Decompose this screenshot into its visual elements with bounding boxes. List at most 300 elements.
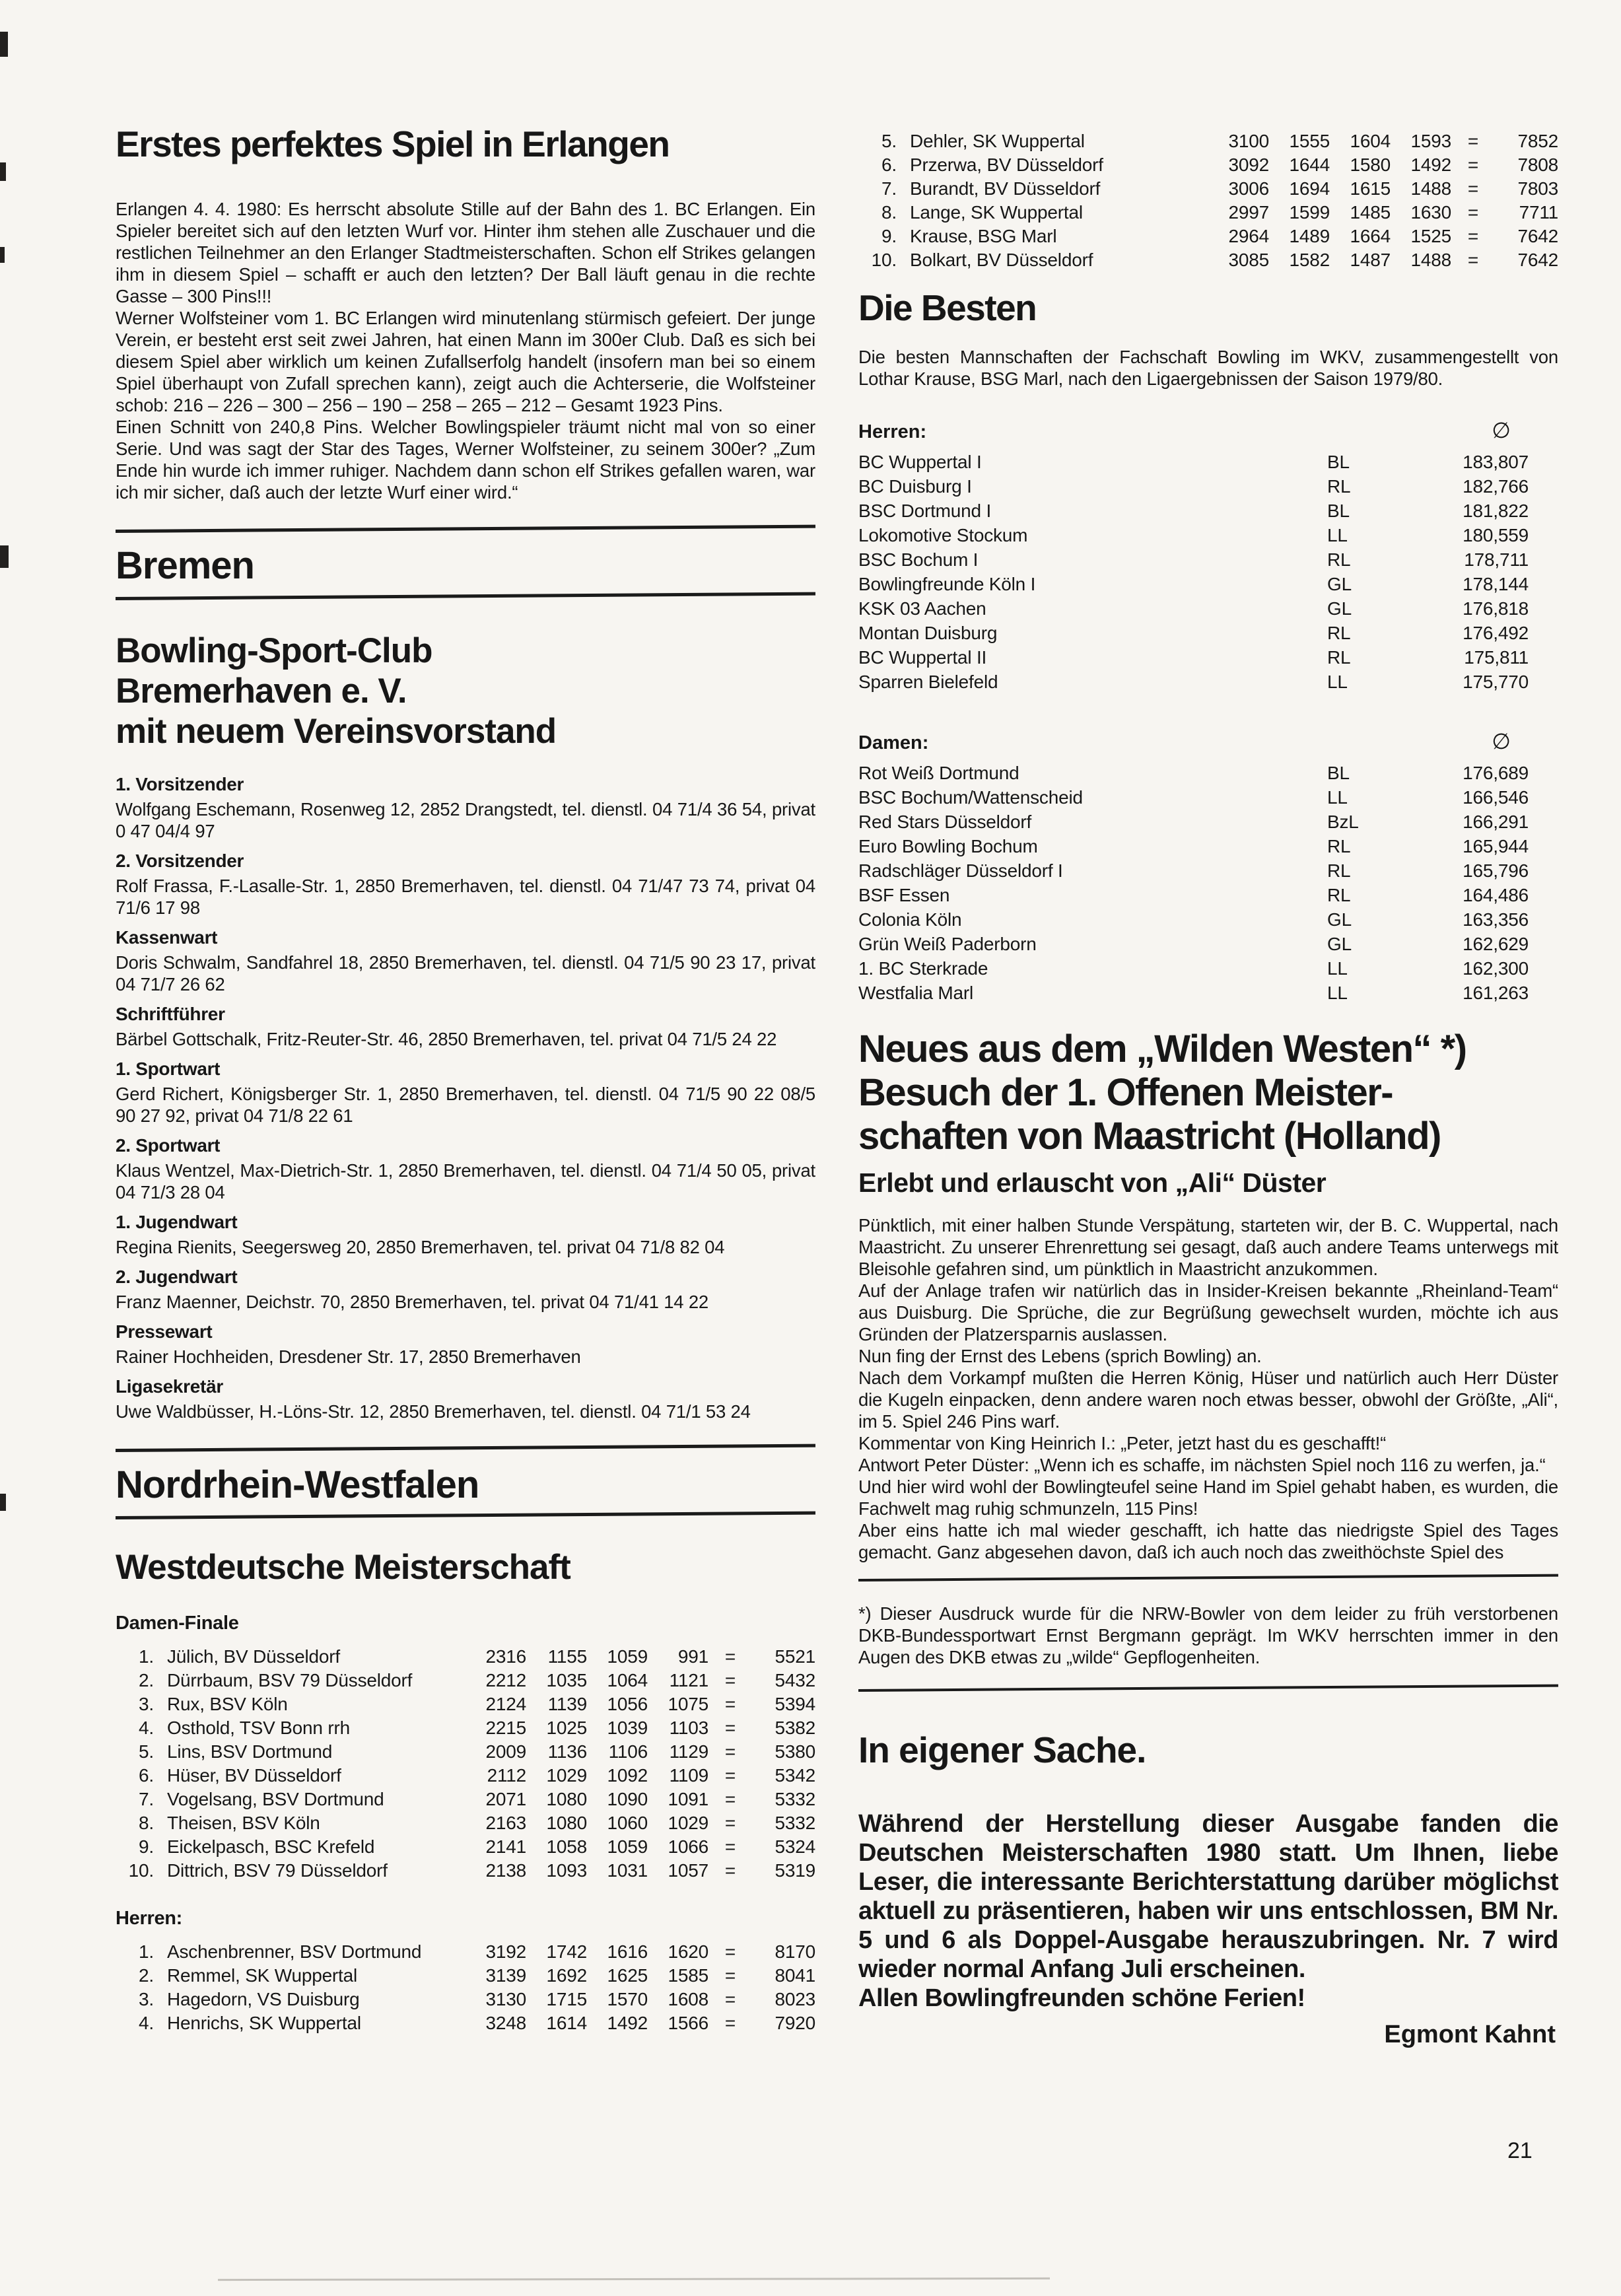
average-cell: 166,546 (1463, 786, 1529, 808)
score-cell: 2124 (485, 1693, 526, 1714)
subhead-herren: Herren: (116, 1907, 183, 1929)
score-cell: 1604 (1350, 131, 1391, 151)
equals-sign: = (724, 1693, 736, 1714)
article-erlangen-body (116, 198, 815, 503)
score-cell: 1057 (668, 1860, 708, 1881)
total-cell: 7711 (1519, 202, 1558, 223)
die-besten-intro: Die besten Mannschaften der Fachschaft Bowling im WKV, zusammengestellt von Lothar Krause, BSG Marl, nach den Ligaergebnissen der Saison 1979/80. (858, 346, 1558, 389)
officer-role: 1. Jugendwart (116, 1211, 238, 1232)
score-cell: 1664 (1350, 226, 1391, 246)
team-row (858, 572, 1558, 596)
average-cell: 161,263 (1463, 982, 1529, 1003)
score-cell: 1103 (669, 1717, 708, 1738)
footnote-rule-top (858, 1574, 1558, 1581)
score-cell: 1058 (546, 1836, 587, 1857)
name-cell: Aschenbrenner, BSV Dortmund (167, 1941, 422, 1962)
equals-sign: = (724, 1669, 736, 1690)
average-cell: 180,559 (1463, 524, 1529, 545)
title-line: Bowling-Sport-Club (116, 631, 432, 670)
team-name-cell: Bowlingfreunde Köln I (858, 573, 1036, 594)
score-cell: 1075 (668, 1693, 708, 1714)
section-rule-top (116, 524, 815, 532)
team-name-cell: Sparren Bielefeld (858, 671, 998, 692)
officer-entry (116, 1267, 815, 1313)
officer-entry (116, 774, 815, 842)
rank-cell: 7. (881, 178, 897, 199)
score-cell: 1136 (547, 1741, 587, 1762)
team-name-cell: Westfalia Marl (858, 982, 974, 1003)
scan-artifact (0, 32, 8, 57)
team-name-cell: Lokomotive Stockum (858, 524, 1028, 545)
article-title-die-besten: Die Besten (858, 287, 1037, 328)
score-cell: 2964 (1228, 226, 1269, 246)
herren-ranking-continued-table (858, 129, 1558, 272)
score-cell: 1742 (546, 1941, 587, 1962)
team-row (858, 474, 1558, 499)
score-cell: 1585 (668, 1965, 708, 1986)
score-cell: 991 (677, 1646, 708, 1667)
equals-sign: = (1467, 178, 1479, 199)
equals-sign: = (724, 1741, 736, 1762)
score-cell: 1056 (607, 1693, 648, 1714)
officer-role: 2. Jugendwart (116, 1266, 238, 1287)
result-row (116, 1940, 815, 1964)
total-cell: 8041 (775, 1965, 815, 1986)
score-cell: 1059 (607, 1836, 648, 1857)
score-cell: 3130 (485, 1988, 526, 2009)
score-cell: 2997 (1228, 202, 1269, 223)
score-cell: 1489 (1289, 226, 1330, 246)
result-row (116, 1835, 815, 1859)
name-cell: Bolkart, BV Düsseldorf (910, 250, 1093, 270)
league-cell: GL (1327, 573, 1352, 594)
score-cell: 1614 (546, 2012, 587, 2033)
equals-sign: = (724, 1646, 736, 1667)
result-row (116, 1964, 815, 1988)
equals-sign: = (724, 1965, 736, 1986)
damen-team-averages-table (858, 761, 1558, 1005)
league-cell: LL (1327, 957, 1348, 979)
score-cell: 1487 (1350, 250, 1391, 270)
league-cell: LL (1327, 786, 1348, 808)
name-cell: Dürrbaum, BSV 79 Düsseldorf (167, 1669, 413, 1690)
team-row (858, 810, 1558, 834)
team-row (858, 670, 1558, 694)
team-row (858, 596, 1558, 621)
score-cell: 3248 (485, 2012, 526, 2033)
score-cell: 3085 (1228, 250, 1269, 270)
rank-cell: 5. (881, 131, 897, 151)
paragraph: Antwort Peter Düster: „Wenn ich es schaffe, im nächsten Spiel noch 116 zu werfen, ja.“ (858, 1454, 1546, 1475)
score-cell: 1121 (669, 1669, 708, 1690)
score-cell: 1031 (607, 1860, 648, 1881)
rank-cell: 9. (881, 226, 897, 246)
article-title-in-eigener-sache: In eigener Sache. (858, 1729, 1146, 1770)
rank-cell: 10. (128, 1860, 154, 1881)
score-cell: 1092 (607, 1764, 648, 1786)
average-cell: 176,689 (1463, 762, 1529, 783)
team-row (858, 645, 1558, 670)
team-name-cell: BC Wuppertal II (858, 646, 987, 668)
score-cell: 3139 (485, 1965, 526, 1986)
officer-details: Doris Schwalm, Sandfahrel 18, 2850 Bremerhaven, tel. dienstl. 04 71/5 90 23 17, privat 04 71/7 26 62 (116, 952, 815, 994)
average-cell: 178,711 (1464, 549, 1529, 570)
score-cell: 1039 (607, 1717, 648, 1738)
rank-cell: 3. (139, 1693, 154, 1714)
score-cell: 1616 (607, 1941, 648, 1962)
officer-details: Bärbel Gottschalk, Fritz-Reuter-Str. 46, 2850 Bremerhaven, tel. privat 04 71/5 24 22 (116, 1028, 777, 1049)
league-cell: GL (1327, 933, 1352, 954)
result-row (116, 1645, 815, 1669)
score-cell: 2316 (485, 1646, 526, 1667)
score-cell: 2163 (485, 1812, 526, 1833)
league-cell: RL (1327, 835, 1351, 856)
team-name-cell: Montan Duisburg (858, 622, 998, 643)
average-cell: 183,807 (1463, 451, 1529, 472)
total-cell: 8170 (775, 1941, 815, 1962)
paragraph: Pünktlich, mit einer halben Stunde Verspätung, starteten wir, der B. C. Wuppertal, nach Maastricht. Zu unserer Ehrenrettung sei gesagt, daß auch andere Teams unterwegs mit Bleisohle gefahren sind, um pünktlich in Maastricht anzukommen. (858, 1214, 1558, 1279)
officer-details: Uwe Waldbüsser, H.-Löns-Str. 12, 2850 Bremerhaven, tel. dienstl. 04 71/1 53 24 (116, 1401, 751, 1422)
score-cell: 2212 (485, 1669, 526, 1690)
total-cell: 5332 (775, 1812, 815, 1833)
title-line: Besuch der 1. Offenen Meister- (858, 1070, 1393, 1114)
score-cell: 1692 (546, 1965, 587, 1986)
team-name-cell: Rot Weiß Dortmund (858, 762, 1019, 783)
score-cell: 1029 (668, 1812, 708, 1833)
officer-entry (116, 851, 815, 919)
officer-role: Ligasekretär (116, 1375, 223, 1397)
title-line: mit neuem Vereinsvorstand (116, 711, 557, 751)
officer-role: Kassenwart (116, 926, 218, 948)
score-cell: 3006 (1228, 178, 1269, 199)
score-cell: 1593 (1410, 131, 1451, 151)
section-heading-nrw: Nordrhein-Westfalen (116, 1463, 479, 1506)
total-cell: 5342 (775, 1764, 815, 1786)
score-cell: 1155 (547, 1646, 587, 1667)
team-row (858, 785, 1558, 810)
team-row (858, 932, 1558, 956)
article-wilder-westen-body (858, 1214, 1558, 1563)
result-row (858, 225, 1558, 248)
officer-entry (116, 1135, 815, 1203)
result-row (116, 1740, 815, 1764)
subhead-damen-finale: Damen-Finale (116, 1612, 239, 1634)
league-cell: RL (1327, 549, 1351, 570)
league-cell: BL (1327, 500, 1350, 521)
footnote-rule-bottom (858, 1684, 1558, 1691)
rank-cell: 2. (139, 1965, 154, 1986)
total-cell: 5394 (775, 1693, 815, 1714)
herren-finale-table (116, 1940, 815, 2035)
score-cell: 1608 (668, 1988, 708, 2009)
score-cell: 1715 (546, 1988, 587, 2009)
league-cell: LL (1327, 524, 1348, 545)
league-cell: GL (1327, 909, 1352, 930)
name-cell: Eickelpasch, BSC Krefeld (167, 1836, 375, 1857)
team-name-cell: BSC Bochum/Wattenscheid (858, 786, 1083, 808)
score-cell: 1555 (1289, 131, 1330, 151)
score-cell: 1620 (668, 1941, 708, 1962)
in-eigener-sache-body: Während der Herstellung dieser Ausgabe fanden die Deutschen Meisterschaften 1980 statt. Um Ihnen, liebe Leser, die interessante Berichterstattung darüber möglichst aktuell zu präsentieren, haben wir uns entschlossen, BM Nr. 5 und 6 als Doppel-Ausgabe herauszubringen. Nr. 7 wird wieder normal Anfang Juli erscheinen. (858, 1809, 1558, 1983)
rank-cell: 6. (139, 1764, 154, 1786)
league-cell: RL (1327, 646, 1351, 668)
officer-role: Pressewart (116, 1321, 213, 1342)
equals-sign: = (724, 1717, 736, 1738)
score-cell: 1059 (607, 1646, 648, 1667)
paragraph: Nach dem Vorkampf mußten die Herren König, Hüser und natürlich auch Herr Düster die Kugeln einpacken, denn andere waren noch etwas besser, obwohl der Größte, „Ali“, im 5. Spiel 246 Pins warf. (858, 1367, 1558, 1432)
result-row (116, 1859, 815, 1883)
score-cell: 1109 (669, 1764, 708, 1786)
team-row (858, 858, 1558, 883)
score-cell: 2009 (485, 1741, 526, 1762)
team-row (858, 761, 1558, 785)
team-row (858, 450, 1558, 474)
team-name-cell: BSF Essen (858, 884, 950, 905)
score-cell: 2071 (485, 1788, 526, 1809)
officer-details: Rolf Frassa, F.-Lasalle-Str. 1, 2850 Bremerhaven, tel. dienstl. 04 71/47 73 74, privat 04 71/6 17 98 (116, 875, 815, 918)
label-herren: Herren: (858, 421, 927, 442)
label-damen: Damen: (858, 732, 929, 753)
average-symbol: ∅ (1492, 728, 1511, 753)
section-bremen (116, 530, 815, 600)
total-cell: 7808 (1517, 155, 1558, 175)
team-name-cell: BSC Dortmund I (858, 500, 992, 521)
team-name-cell: Euro Bowling Bochum (858, 835, 1038, 856)
rank-cell: 4. (139, 1717, 154, 1738)
score-cell: 1139 (547, 1693, 587, 1714)
officer-entry (116, 1321, 815, 1368)
score-cell: 1129 (669, 1741, 708, 1762)
officer-role: 2. Sportwart (116, 1134, 221, 1156)
name-cell: Theisen, BSV Köln (167, 1812, 320, 1833)
name-cell: Jülich, BV Düsseldorf (167, 1646, 340, 1667)
team-name-cell: Red Stars Düsseldorf (858, 811, 1032, 832)
league-cell: LL (1327, 671, 1348, 692)
result-row (858, 201, 1558, 225)
name-cell: Dehler, SK Wuppertal (910, 131, 1085, 151)
paragraph: Erlangen 4. 4. 1980: Es herrscht absolute Stille auf der Bahn des 1. BC Erlangen. Ein Spieler bereitet sich auf den letzten Wurf vor. Hinter ihm stehen alle Zuschauer und die restlichen Teilnehmer an den Erlanger Stadtmeisterschaften. Schon elf Strikes gelangen ihm in diesem Spiel – schafft er auch den letzten? Der Ball läuft genau in die rechte Gasse – 300 Pins!!! (116, 198, 815, 306)
equals-sign: = (1467, 155, 1479, 175)
paragraph: Einen Schnitt von 240,8 Pins. Welcher Bowlingspieler träumt nicht mal von so einer Serie. Und was sagt der Star des Tages, Werner Wolfsteiner, zu seinem 300er? „Zum Ende hin wurde ich immer ruhiger. Nachdem dann schon elf Strikes gefallen waren, war ich mir sicher, daß auch der letzte Wurf einer wird.“ (116, 416, 815, 503)
rank-cell: 6. (881, 155, 897, 175)
left-column (116, 125, 815, 2035)
team-row (858, 981, 1558, 1005)
result-row (858, 177, 1558, 201)
team-row (858, 547, 1558, 572)
league-cell: BL (1327, 762, 1350, 783)
section-heading-bremen: Bremen (116, 543, 254, 587)
name-cell: Krause, BSG Marl (910, 226, 1057, 246)
article-title-westdeutsche-meisterschaft: Westdeutsche Meisterschaft (116, 1547, 570, 1587)
rank-cell: 3. (139, 1988, 154, 2009)
league-cell: LL (1327, 982, 1348, 1003)
page-number: 21 (1507, 2138, 1533, 2163)
right-column (858, 129, 1558, 2049)
score-cell: 1492 (607, 2012, 648, 2033)
team-row (858, 883, 1558, 907)
score-cell: 2138 (485, 1860, 526, 1881)
in-eigener-sache-closing: Allen Bowlingfreunden schöne Ferien! (858, 1984, 1305, 2012)
name-cell: Lange, SK Wuppertal (910, 202, 1083, 223)
average-cell: 178,144 (1463, 573, 1529, 594)
score-cell: 1615 (1350, 178, 1391, 199)
signature: Egmont Kahnt (1384, 2020, 1556, 2048)
result-row (116, 1811, 815, 1835)
rank-cell: 8. (881, 202, 897, 223)
scan-artifact-line (218, 2278, 1050, 2281)
officer-details: Wolfgang Eschemann, Rosenweg 12, 2852 Drangstedt, tel. dienstl. 04 71/4 36 54, privat 0 47 04/4 97 (116, 798, 815, 841)
total-cell: 7642 (1517, 226, 1558, 246)
league-cell: RL (1327, 475, 1351, 497)
article-title-wilder-westen (858, 1027, 1558, 1158)
equals-sign: = (1467, 226, 1479, 246)
team-name-cell: BSC Bochum I (858, 549, 979, 570)
equals-sign: = (724, 1988, 736, 2009)
average-cell: 175,770 (1463, 671, 1529, 692)
average-cell: 166,291 (1463, 811, 1529, 832)
team-row (858, 834, 1558, 858)
total-cell: 5432 (775, 1669, 815, 1690)
score-cell: 1090 (607, 1788, 648, 1809)
article-subtitle-wilder-westen: Erlebt und erlauscht von „Ali“ Düster (858, 1167, 1327, 1198)
team-row (858, 956, 1558, 981)
average-cell: 162,629 (1463, 933, 1529, 954)
officer-role: 1. Vorsitzender (116, 773, 244, 794)
team-name-cell: BC Wuppertal I (858, 451, 982, 472)
equals-sign: = (724, 1764, 736, 1786)
name-cell: Remmel, SK Wuppertal (167, 1965, 358, 1986)
result-row (858, 248, 1558, 272)
equals-sign: = (1467, 250, 1479, 270)
name-cell: Vogelsang, BSV Dortmund (167, 1788, 384, 1809)
result-row (116, 1988, 815, 2011)
score-cell: 1630 (1410, 202, 1451, 223)
score-cell: 1625 (607, 1965, 648, 1986)
equals-sign: = (724, 1788, 736, 1809)
paragraph: Kommentar von King Heinrich I.: „Peter, jetzt hast du es geschafft!“ (858, 1432, 1387, 1453)
score-cell: 1106 (608, 1741, 648, 1762)
footnote-text: *) Dieser Ausdruck wurde für die NRW-Bowler von dem leider zu früh verstorbenen DKB-Bundessportwart Ernst Bergmann geprägt. Im WKV herrschten immer in den Augen des DKB etwas zu „wilde“ Gepflogenheiten. (858, 1603, 1558, 1667)
average-cell: 164,486 (1463, 884, 1529, 905)
total-cell: 7852 (1517, 131, 1558, 151)
name-cell: Burandt, BV Düsseldorf (910, 178, 1101, 199)
result-row (116, 1716, 815, 1740)
score-cell: 2215 (485, 1717, 526, 1738)
score-cell: 1485 (1350, 202, 1391, 223)
name-cell: Hagedorn, VS Duisburg (167, 1988, 360, 2009)
rank-cell: 7. (139, 1788, 154, 1809)
team-name-cell: KSK 03 Aachen (858, 598, 986, 619)
paragraph: Und hier wird wohl der Bowlingteufel seine Hand im Spiel gehabt haben, es wurden, die Fachwelt mag ruhig schmunzeln, 115 Pins! (858, 1476, 1558, 1519)
total-cell: 5332 (775, 1788, 815, 1809)
officer-details: Klaus Wentzel, Max-Dietrich-Str. 1, 2850 Bremerhaven, tel. dienstl. 04 71/4 50 05, privat 04 71/3 28 04 (116, 1160, 815, 1202)
name-cell: Przerwa, BV Düsseldorf (910, 155, 1103, 175)
score-cell: 1066 (668, 1836, 708, 1857)
score-cell: 1060 (607, 1812, 648, 1833)
score-cell: 1599 (1289, 202, 1330, 223)
score-cell: 3100 (1228, 131, 1269, 151)
officers-list (116, 774, 815, 1422)
officer-role: 1. Sportwart (116, 1058, 221, 1079)
scan-artifact (0, 162, 6, 181)
score-cell: 1035 (546, 1669, 587, 1690)
name-cell: Lins, BSV Dortmund (167, 1741, 333, 1762)
title-line: schaften von Maastricht (Holland) (858, 1114, 1441, 1158)
average-cell: 163,356 (1463, 909, 1529, 930)
score-cell: 3092 (1228, 155, 1269, 175)
result-row (116, 1692, 815, 1716)
league-cell: RL (1327, 860, 1351, 881)
officer-role: 2. Vorsitzender (116, 850, 244, 871)
rank-cell: 9. (139, 1836, 154, 1857)
team-name-cell: Radschläger Düsseldorf I (858, 860, 1063, 881)
average-cell: 175,811 (1464, 646, 1529, 668)
officer-details: Franz Maenner, Deichstr. 70, 2850 Bremerhaven, tel. privat 04 71/41 14 22 (116, 1291, 709, 1312)
team-row (858, 907, 1558, 932)
equals-sign: = (1467, 202, 1479, 223)
total-cell: 7803 (1517, 178, 1558, 199)
scan-artifact (0, 1494, 6, 1511)
officer-entry (116, 927, 815, 995)
paragraph: Aber eins hatte ich mal wieder geschafft, ich hatte das niedrigste Spiel des Tages gemacht. Ganz abgesehen davon, daß ich auch noch das zweithöchste Spiel des (858, 1519, 1558, 1562)
result-row (116, 2011, 815, 2035)
team-row (858, 621, 1558, 645)
average-cell: 165,944 (1463, 835, 1529, 856)
paragraph: Werner Wolfsteiner vom 1. BC Erlangen wird minutenlang stürmisch gefeiert. Der junge Verein, er besteht erst seit zwei Jahren, hat einen Mann im 300er Club. Daß es sich bei diesem Spiel aber wirklich um keinen Zufallserfolg handelt (insofern man bei so einem Spiel überhaupt von Zufall sprechen kann), zeigt auch die Achterserie, die Wolfsteiner schob: 216 – 226 – 300 – 256 – 190 – 258 – 265 – 212 – Gesamt 1923 Pins. (116, 307, 815, 415)
rank-cell: 10. (871, 250, 897, 270)
officer-entry (116, 1376, 815, 1422)
equals-sign: = (724, 1860, 736, 1881)
section-rule-top (116, 1444, 815, 1451)
equals-sign: = (1467, 131, 1479, 151)
rank-cell: 8. (139, 1812, 154, 1833)
score-cell: 1566 (668, 2012, 708, 2033)
officer-details: Regina Rienits, Seegersweg 20, 2850 Bremerhaven, tel. privat 04 71/8 82 04 (116, 1236, 725, 1257)
score-cell: 1080 (546, 1812, 587, 1833)
score-cell: 1525 (1410, 226, 1451, 246)
scan-artifact (0, 247, 5, 263)
score-cell: 1582 (1289, 250, 1330, 270)
herren-team-averages-table (858, 450, 1558, 694)
damen-avg-header (858, 728, 1558, 754)
damen-finale-table (116, 1645, 815, 1883)
score-cell: 2141 (485, 1836, 526, 1857)
total-cell: 8023 (775, 1988, 815, 2009)
rank-cell: 1. (139, 1646, 154, 1667)
score-cell: 1694 (1289, 178, 1330, 199)
total-cell: 5324 (775, 1836, 815, 1857)
total-cell: 5521 (775, 1646, 815, 1667)
average-cell: 181,822 (1463, 500, 1529, 521)
officer-role: Schriftführer (116, 1003, 225, 1024)
average-cell: 176,818 (1463, 598, 1529, 619)
total-cell: 5382 (775, 1717, 815, 1738)
result-row (116, 1669, 815, 1692)
league-cell: BzL (1327, 811, 1359, 832)
score-cell: 1488 (1410, 178, 1451, 199)
team-row (858, 499, 1558, 523)
section-nrw (116, 1449, 815, 1519)
league-cell: RL (1327, 622, 1351, 643)
score-cell: 1064 (607, 1669, 648, 1690)
result-row (858, 129, 1558, 153)
rank-cell: 2. (139, 1669, 154, 1690)
score-cell: 2112 (487, 1764, 526, 1786)
league-cell: GL (1327, 598, 1352, 619)
officer-details: Gerd Richert, Königsberger Str. 1, 2850 Bremerhaven, tel. dienstl. 04 71/5 90 22 08/5 90 27 92, privat 04 71/8 22 61 (116, 1083, 815, 1126)
result-row (116, 1788, 815, 1811)
paragraph: Nun fing der Ernst des Lebens (sprich Bowling) an. (858, 1345, 1262, 1366)
